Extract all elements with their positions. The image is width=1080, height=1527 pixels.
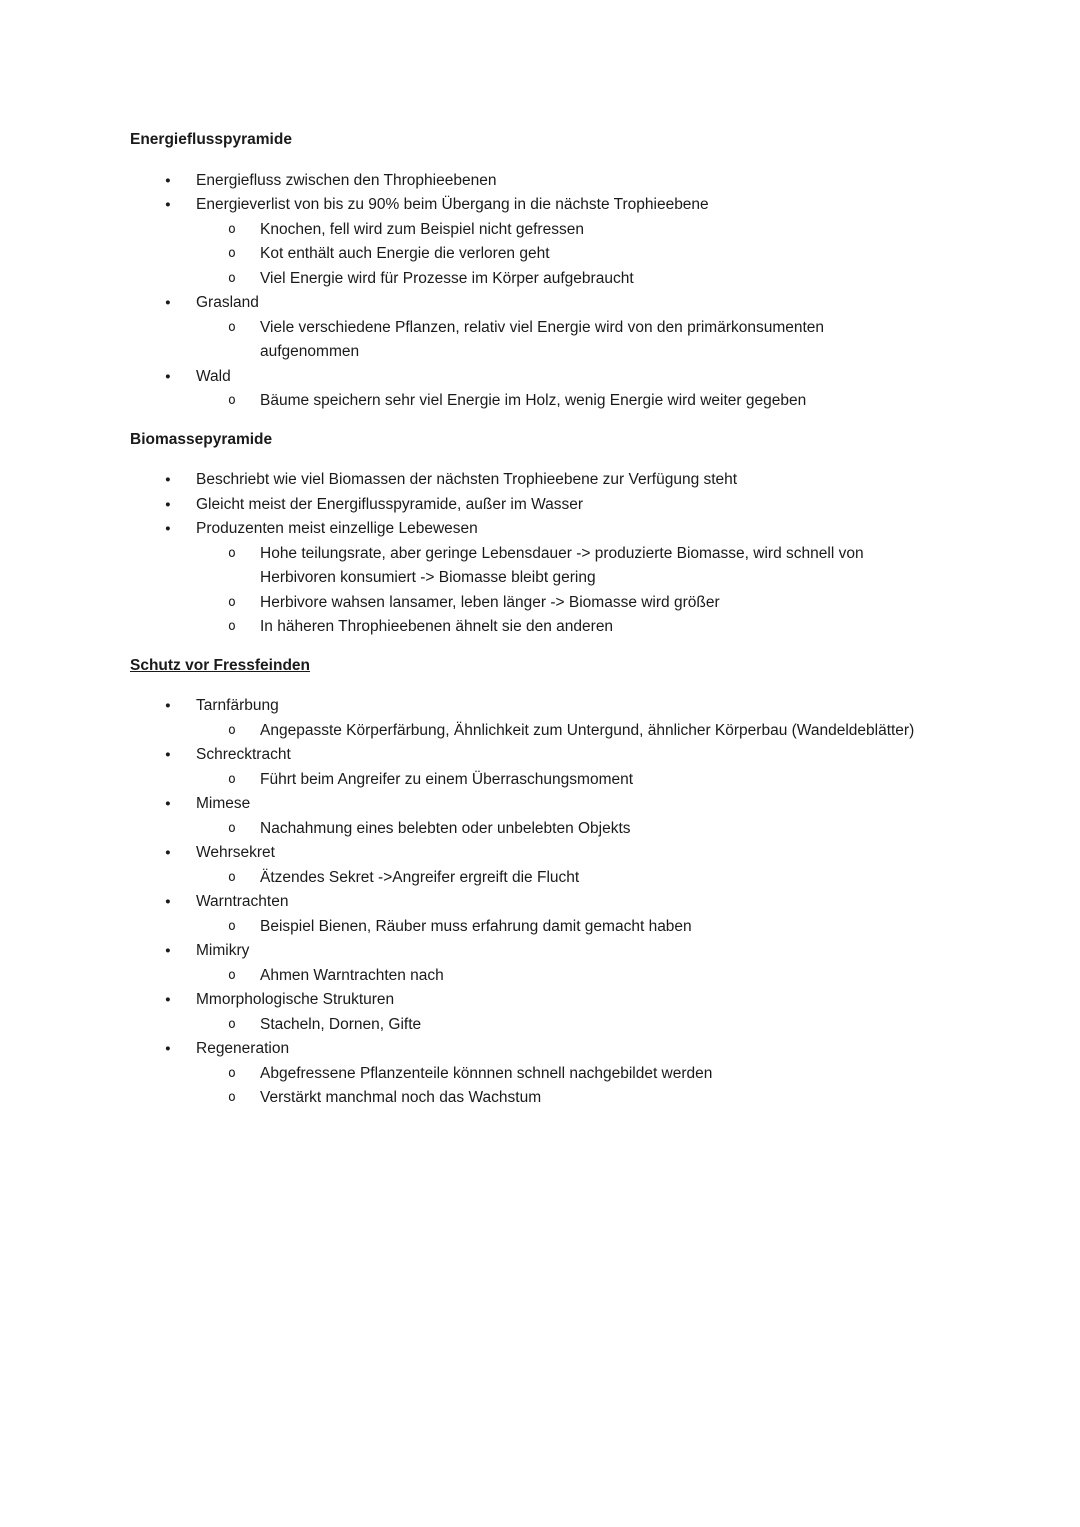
section-item-list xyxy=(130,694,915,1111)
list-item xyxy=(130,169,915,194)
list-item xyxy=(130,291,915,316)
circle-bullet-icon: o xyxy=(228,918,236,934)
disc-bullet-icon: ● xyxy=(165,297,171,308)
circle-bullet-icon: o xyxy=(228,319,236,335)
list-item xyxy=(130,193,915,218)
sub-list-item-text: Kot enthält auch Energie die verloren geht xyxy=(260,245,550,262)
sub-list-item-text: Ahmen Warntrachten nach xyxy=(260,966,444,984)
sub-list-item xyxy=(130,218,915,243)
list-item xyxy=(130,988,915,1013)
list-item-text: Wehrsekret xyxy=(196,844,275,861)
circle-bullet-icon: o xyxy=(228,1090,236,1105)
sub-list-item xyxy=(130,542,915,591)
sub-list-item-text: Knochen, fell wird zum Beispiel nicht gefressen xyxy=(260,220,584,238)
disc-bullet-icon: ● xyxy=(165,1043,171,1054)
section-heading: Energieflusspyramide xyxy=(130,131,292,148)
list-item-text: Regeneration xyxy=(196,1040,290,1057)
list-item-text: Energieverlist von bis zu 90% beim Übergang in die nächste Trophieebene xyxy=(196,196,709,213)
sub-list-item xyxy=(130,615,915,640)
disc-bullet-icon: ● xyxy=(165,174,171,186)
circle-bullet-icon: o xyxy=(228,1065,236,1081)
disc-bullet-icon: ● xyxy=(165,370,171,382)
sub-list-item-text: Beispiel Bienen, Räuber muss erfahrung damit gemacht haben xyxy=(260,917,692,935)
circle-bullet-icon: o xyxy=(228,270,236,286)
sub-list-item-text: Führt beim Angreifer zu einem Überraschungsmoment xyxy=(260,770,634,788)
list-item xyxy=(130,1037,915,1062)
list-item-text: Mimikry xyxy=(196,942,250,959)
circle-bullet-icon: o xyxy=(228,393,236,408)
list-item xyxy=(130,493,915,518)
list-item-text: Tarnfärbung xyxy=(196,697,279,714)
sub-list-item-text: Verstärkt manchmal noch das Wachstum xyxy=(260,1089,542,1106)
disc-bullet-icon: ● xyxy=(165,523,171,534)
circle-bullet-icon: o xyxy=(228,722,236,738)
list-item-text: Grasland xyxy=(196,294,259,311)
sub-list-item xyxy=(130,267,915,292)
section-heading: Schutz vor Fressfeinden xyxy=(130,656,311,674)
document-section xyxy=(130,428,915,640)
list-item-text: Mimese xyxy=(196,795,251,812)
list-item xyxy=(130,517,915,542)
sub-list-item-text: Viel Energie wird für Prozesse im Körper aufgebraucht xyxy=(260,269,634,287)
sub-list-item xyxy=(130,389,915,414)
list-item xyxy=(130,939,915,964)
disc-bullet-icon: ● xyxy=(165,199,171,210)
sub-list-item xyxy=(130,242,915,267)
sub-list-item xyxy=(130,817,915,842)
list-item-text: Mmorphologische Strukturen xyxy=(196,991,395,1008)
sub-list-item-text: Hohe teilungsrate, aber geringe Lebensdauer -> produzierte Biomasse, wird schnell von Herbivoren konsumiert -> Biomasse bleibt gering xyxy=(260,544,864,586)
list-item-text: Gleicht meist der Energiflusspyramide, außer im Wasser xyxy=(196,495,584,513)
disc-bullet-icon: ● xyxy=(165,896,171,907)
sub-list-item xyxy=(130,866,915,891)
circle-bullet-icon: o xyxy=(228,594,236,610)
sub-list-item-text: Nachahmung eines belebten oder unbelebten Objekts xyxy=(260,819,631,837)
circle-bullet-icon: o xyxy=(228,1016,236,1032)
sub-list-item xyxy=(130,1062,915,1087)
list-item-text: Schrecktracht xyxy=(196,746,291,763)
sub-list-item-text: Herbivore wahsen lansamer, leben länger -> Biomasse wird größer xyxy=(260,593,720,611)
list-item-text: Wald xyxy=(196,367,231,385)
section-heading: Biomassepyramide xyxy=(130,430,273,448)
list-item-text: Beschriebt wie viel Biomassen der nächsten Trophieebene zur Verfügung steht xyxy=(196,471,738,488)
list-item-text: Energiefluss zwischen den Throphieebenen xyxy=(196,171,497,189)
disc-bullet-icon: ● xyxy=(165,474,171,485)
sub-list-item xyxy=(130,316,915,365)
disc-bullet-icon: ● xyxy=(165,798,171,809)
sub-list-item xyxy=(130,915,915,940)
sub-list-item xyxy=(130,1086,915,1111)
list-item xyxy=(130,841,915,866)
list-item xyxy=(130,365,915,390)
disc-bullet-icon: ● xyxy=(165,749,171,760)
document-section xyxy=(130,654,915,1111)
list-item xyxy=(130,694,915,719)
sub-list-item-text: Abgefressene Pflanzenteile könnnen schnell nachgebildet werden xyxy=(260,1064,713,1082)
sub-list-item-text: Bäume speichern sehr viel Energie im Holz, wenig Energie wird weiter gegeben xyxy=(260,392,807,409)
sub-list-item xyxy=(130,591,915,616)
sub-list-item xyxy=(130,1013,915,1038)
sub-list-item xyxy=(130,719,915,744)
circle-bullet-icon: o xyxy=(228,246,236,261)
list-item xyxy=(130,890,915,915)
document-section xyxy=(130,128,915,414)
sub-list-item-text: In häheren Throphieebenen ähnelt sie den anderen xyxy=(260,618,614,635)
sub-list-item xyxy=(130,964,915,989)
disc-bullet-icon: ● xyxy=(165,498,171,510)
disc-bullet-icon: ● xyxy=(165,847,171,858)
list-item-text: Produzenten meist einzellige Lebewesen xyxy=(196,520,478,537)
circle-bullet-icon: o xyxy=(228,771,236,787)
sub-list-item-text: Viele verschiedene Pflanzen, relativ viel Energie wird von den primärkonsumenten aufgenommen xyxy=(260,318,825,360)
disc-bullet-icon: ● xyxy=(165,945,171,956)
sub-list-item xyxy=(130,768,915,793)
sub-list-item-text: Ätzendes Sekret ->Angreifer ergreift die Flucht xyxy=(260,868,580,886)
section-item-list xyxy=(130,169,915,414)
disc-bullet-icon: ● xyxy=(165,994,171,1005)
circle-bullet-icon: o xyxy=(228,869,236,885)
circle-bullet-icon: o xyxy=(228,221,236,237)
circle-bullet-icon: o xyxy=(228,967,236,983)
list-item-text: Warntrachten xyxy=(196,893,289,910)
disc-bullet-icon: ● xyxy=(165,700,171,711)
sub-list-item-text: Angepasste Körperfärbung, Ähnlichkeit zum Untergund, ähnlicher Körperbau (Wandeldeblätter) xyxy=(260,721,915,739)
list-item xyxy=(130,468,915,493)
list-item xyxy=(130,743,915,768)
list-item xyxy=(130,792,915,817)
circle-bullet-icon: o xyxy=(228,545,236,561)
circle-bullet-icon: o xyxy=(228,820,236,836)
circle-bullet-icon: o xyxy=(228,619,236,634)
section-item-list xyxy=(130,468,915,640)
sub-list-item-text: Stacheln, Dornen, Gifte xyxy=(260,1015,422,1033)
